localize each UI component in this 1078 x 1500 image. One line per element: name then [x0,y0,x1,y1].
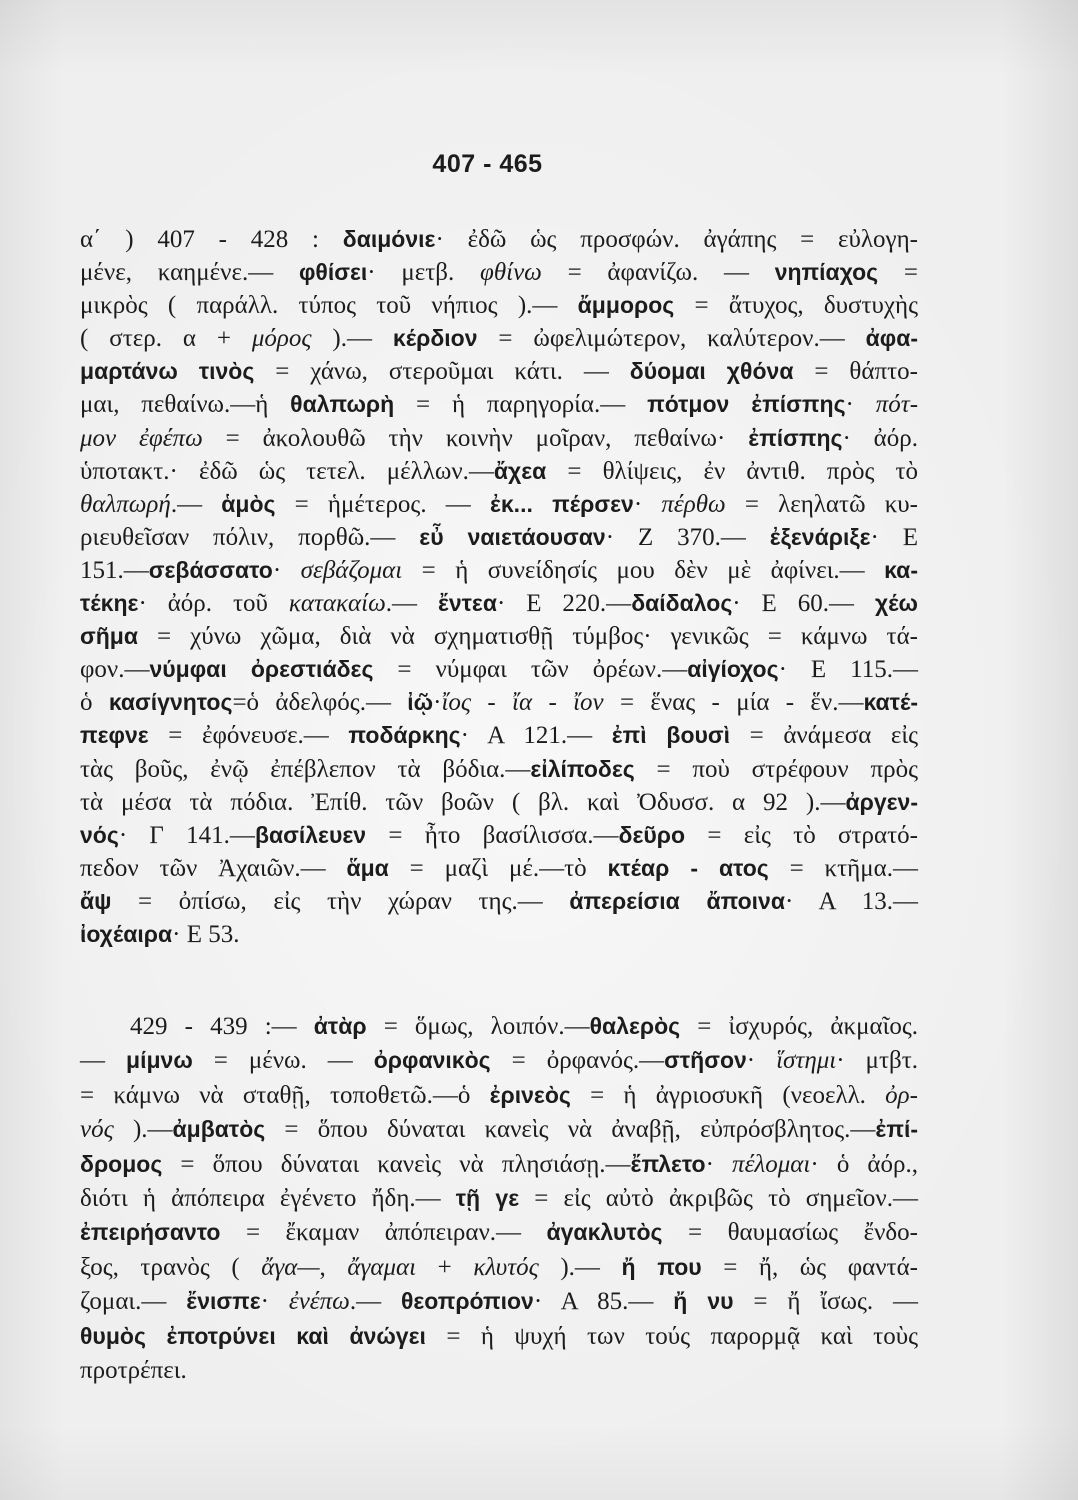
italic-text: μόρος [251,325,312,353]
text-run: ).— [113,1116,173,1144]
text-run: = ὀπίσω, εἰς τὴν χώραν της.— [111,887,570,915]
italic-text: ἐνέπω [288,1288,350,1316]
headword-term: δαιμόνιε [342,226,436,252]
text-line [80,1216,918,1250]
headword-term: πεφνε [80,722,149,749]
headword-term: κα- [884,556,918,583]
text-line [80,1113,918,1147]
text-run: = ὅπου δύναται κανεὶς νὰ ἀναβῇ, εὐπρόσβλητος.— [265,1116,876,1144]
text-run: ριευθεῖσαν πόλιν, πορθῶ.— [80,523,420,551]
text-line [80,322,918,355]
text-run: = ἦτο βασίλισσα.— [366,821,619,849]
text-line [80,786,918,819]
italic-text: ἄγα— [261,1253,320,1281]
text-run: - [471,689,513,717]
text-run: = ὀρφανός.— [490,1047,665,1075]
text-run: = ἄτυχος, δυστυχὴς [674,292,918,320]
text-run: = θάπτο- [793,358,918,386]
text-line [80,521,918,554]
text-run: = θαυμασίως ἔνδο- [662,1219,918,1247]
text-line [80,1285,918,1319]
headword-term: μαρτάνω τινὸς [80,358,255,385]
text-line [80,488,918,521]
text-line [80,686,918,719]
text-run: = χύνω χῶμα, διὰ νὰ σχηματισθῇ τύμβος· γενικῶς = κάμνω τά- [138,623,918,651]
italic-text: ἵστημι [776,1047,837,1075]
text-run: - [532,689,574,717]
headword-term: νός [80,821,119,848]
headword-term: θεοπρόπιον [400,1288,534,1315]
text-run: · ἐδῶ ὡς προσφών. ἀγάπης = εὐλογη- [435,226,918,253]
headword-term: ἀφα- [865,325,919,352]
text-run: · Α 13.— [784,887,918,915]
text-run: · Ε [870,523,918,551]
headword-term: μίμνω [126,1047,193,1074]
text-run: · Ε 53. [172,920,240,948]
text-run: τὰ μέσα τὰ πόδια. Ἐπίθ. τῶν βοῶν ( βλ. καὶ Ὀδυσσ. α 92 ).— [80,788,846,816]
text-line [80,355,918,388]
text-run: · Ε 60.— [732,590,875,618]
text-run: 151.— [80,556,149,584]
text-line [80,1251,918,1285]
commentary-text [80,0,918,1500]
italic-text: νός [80,1116,114,1144]
italic-text: σεβάζομαι [300,556,403,584]
text-line [80,388,918,421]
text-run: 429 - 439 :— [130,1013,314,1040]
text-run: = κάμνω νὰ σταθῇ, τοποθετῶ.—ὁ [80,1081,490,1109]
headword-term: χέω [874,590,918,617]
text-line [80,1148,918,1182]
text-run: = εἰς τὸ στρατό- [685,821,918,849]
text-run: · Ε 220.— [496,590,632,618]
headword-term: ἁμὸς [221,490,276,517]
headword-term: εὖ ναιετάουσαν [419,523,606,550]
text-line [80,620,918,653]
headword-term: δαίδαλος [631,590,733,617]
text-run: = ἐφόνευσε.— [148,722,349,750]
text-run: = εἰς αὐτὸ ἀκριβῶς τὸ σημεῖον.— [519,1185,918,1213]
text-line [80,719,918,752]
headword-term: φθίσει [298,259,368,286]
text-run: .— [385,590,438,618]
headword-term: δρομος [80,1150,163,1177]
text-run: προτρέπει. [80,1357,187,1385]
headword-term: ἅμα [346,854,389,881]
headword-term: κτέαρ - ατος [607,854,769,881]
text-run: · ὁ ἀόρ., [810,1150,918,1178]
italic-text: πέρθω [661,490,726,518]
text-run: ).— [538,1253,622,1281]
headword-term: θυμὸς ἐποτρύνει καὶ ἀνώγει [80,1322,426,1349]
headword-term: ἐπίσπης [748,424,843,451]
text-line [80,455,918,488]
text-run: = μένω. — [192,1047,374,1075]
italic-text: ἴος [441,689,472,717]
italic-text: πέλομαι [732,1150,811,1178]
text-line [80,1182,918,1216]
text-run: φον.— [80,656,150,684]
text-run: = χάνω, στεροῦμαι κάτι. — [254,358,630,386]
headword-term: ἀργεν- [845,788,918,815]
headword-term: ὀρφανικὸς [373,1047,491,1074]
headword-term: θαλπωρὴ [290,391,395,418]
text-run: = ὅμως, λοιπόν.— [366,1013,590,1040]
text-line [80,918,918,951]
text-run: μένε, καημένε.— [80,259,299,287]
text-run: = ἀφανίζω. — [541,259,775,287]
text-run: = ὠφελιμώτερον, καλύτερον.— [477,325,866,353]
headword-term: ἐξενάριξε [769,523,871,550]
text-run: + [416,1253,474,1281]
text-line [80,885,918,918]
headword-term: ἄμμορος [577,292,675,319]
text-line [80,852,918,885]
text-run: = ἕνας - μία - ἕν.— [603,689,864,717]
headword-term: σῆμα [80,623,138,650]
text-run: = ἡ ψυχή των τούς παρορμᾷ καὶ τοὺς [425,1322,918,1350]
text-run: · [260,1288,289,1316]
headword-term: ἀπερείσια ἄποινα [569,887,785,914]
italic-text: ἄγαμαι [347,1253,417,1281]
headword-term: κέρδιον [392,325,478,352]
headword-term: ἔνισπε [186,1288,261,1315]
italic-text: κατακαίω [288,590,386,618]
text-run: = ἰσχυρός, ἀκμαῖος. [680,1013,918,1040]
headword-term: ἰῷ [407,689,434,716]
text-run: = μαζὶ μέ.—τὸ [388,854,608,882]
text-line [80,1320,918,1354]
headword-term: νύμφαι ὀρεστιάδες [149,656,374,683]
text-run: · ἀόρ. [842,424,918,452]
headword-term: δεῦρο [618,821,686,848]
text-run: · μετβ. [367,259,481,287]
text-run: διότι ἡ ἀπόπειρα ἐγένετο ἤδη.— [80,1185,456,1213]
text-run: = κτῆμα.— [768,854,918,882]
headword-term: ποδάρκης [348,722,461,749]
text-run: = ἤ ἴσως. — [733,1288,919,1316]
text-run: · Α 85.— [533,1288,674,1316]
headword-term: ἔντεα [437,590,497,617]
italic-text: ἴον [573,689,604,717]
page-range-header: 407 - 465 [432,150,543,178]
text-line [80,819,918,852]
headword-term: σεβάσσατο [148,556,273,583]
text-run: .— [349,1288,401,1316]
italic-text: ἴα [512,689,533,717]
headword-term: ἐκ... πέρσεν [489,490,634,517]
headword-term: ἀγακλυτὸς [546,1219,663,1246]
headword-term: ἐπειρήσαντο [80,1219,221,1246]
text-run: = ἤ, ὡς φαντά- [701,1253,919,1281]
headword-term: ἀτὰρ [313,1013,367,1039]
italic-text: ὀρ- [885,1081,918,1109]
text-line [80,587,918,620]
text-line [80,1044,918,1078]
text-run: · μτβτ. [836,1047,919,1075]
text-run: τὰς βοῦς, ἐνῷ ἐπέβλεπον τὰ βόδια.— [80,755,531,783]
text-run: ζομαι.— [80,1288,187,1316]
text-line [80,1010,918,1044]
headword-term: κατέ- [863,689,918,716]
headword-term: ἄψ [80,887,112,914]
text-run: = [878,259,918,287]
text-run: · [433,689,442,717]
text-run: · [746,1047,777,1075]
text-run: · ἀόρ. τοῦ [138,590,289,618]
text-run: = νύμφαι τῶν ὀρέων.— [373,656,688,684]
headword-term: ἐρινεὸς [489,1081,571,1108]
text-run: · [845,391,876,419]
text-run: =ὁ ἀδελφός.— [232,689,408,717]
text-run: = ἔκαμαν ἀπόπειραν.— [220,1219,547,1247]
text-run: ξος, τρανὸς ( [80,1253,262,1281]
headword-term: τέκηε [80,590,139,617]
text-run: = ἀκολουθῶ τὴν κοινὴν μοῖραν, πεθαίνω· [202,424,749,452]
text-run: = θλίψεις, ἐν ἀντιθ. πρὸς τὸ [546,457,918,485]
text-run: — [80,1047,126,1075]
paragraph [80,223,918,951]
headword-term: κασίγνητος [108,689,233,716]
headword-term: ἀμβατὸς [172,1116,266,1143]
text-run: πεδον τῶν Ἀχαιῶν.— [80,854,347,882]
text-run: = ἡ παρηγορία.— [394,391,648,419]
headword-term: ἤ που [621,1253,702,1280]
text-run: · Α 121.— [460,722,612,750]
text-line [80,1354,918,1388]
headword-term: ἐπί- [875,1116,918,1143]
text-run: = ἡ ἀγριοσυκῆ (νεοελλ. [570,1081,886,1109]
text-line [80,422,918,455]
headword-term: ἰοχέαιρα [80,920,173,947]
text-run: = ὅπου δύναται κανεὶς νὰ πλησιάσῃ.— [162,1150,631,1178]
text-run: .— [170,490,222,518]
italic-text: μον ἐφέπω [80,424,203,452]
text-line [80,256,918,289]
headword-term: δύομαι χθόνα [629,358,794,385]
italic-text: πότ- [875,391,919,419]
text-run: = ἡ συνείδησίς μου δὲν μὲ ἀφίνει.— [402,556,885,584]
text-line [80,223,918,256]
headword-term: ἄχεα [493,457,547,484]
text-line [80,753,918,786]
headword-term: εἰλίποδες [530,755,635,782]
text-run: · [272,556,301,584]
italic-text: κλυτός [473,1253,539,1281]
headword-term: στῆσον [664,1047,747,1074]
text-line [80,289,918,322]
headword-term: ἐπὶ βουσὶ [611,722,731,749]
text-run: = λεηλατῶ κυ- [725,490,919,518]
text-run: · Γ 141.— [118,821,255,849]
text-run: · [633,490,662,518]
text-line [80,1079,918,1113]
headword-term: ἔπλετο [630,1150,706,1177]
text-run: = ἀνάμεσα εἰς [730,722,919,750]
text-run: , [319,1253,348,1281]
text-line [80,653,918,686]
text-run: μικρὸς ( παράλλ. τύπος τοῦ νήπιος ).— [80,292,578,320]
text-run: ( στερ. α + [80,325,252,353]
headword-term: θαλερὸς [589,1013,681,1039]
headword-term: αἰγίοχος [687,656,779,683]
italic-text: θαλπωρή [80,490,171,518]
italic-text: φθίνω [480,259,542,287]
text-run: ὁ [80,689,109,717]
text-run: = ποὺ στρέφουν πρὸς [634,755,918,783]
paragraph [80,1010,918,1388]
text-run: ).— [311,325,393,353]
text-run: = ἡμέτερος. — [275,490,490,518]
headword-term: νηπίαχος [774,259,879,286]
text-run: α΄ ) 407 - 428 : [80,226,343,253]
headword-term: ἤ νυ [673,1288,734,1315]
text-run: · Ζ 370.— [605,523,770,551]
headword-term: πότμον ἐπίσπης [647,391,846,418]
text-run: · [705,1150,733,1178]
text-run: ὑποτακτ.· ἐδῶ ὡς τετελ. μέλλων.— [80,457,494,485]
headword-term: τῇ γε [455,1185,520,1212]
text-line [80,554,918,587]
text-run: μαι, πεθαίνω.—ἡ [80,391,291,419]
text-run: · Ε 115.— [778,656,919,684]
headword-term: βασίλευεν [254,821,367,848]
